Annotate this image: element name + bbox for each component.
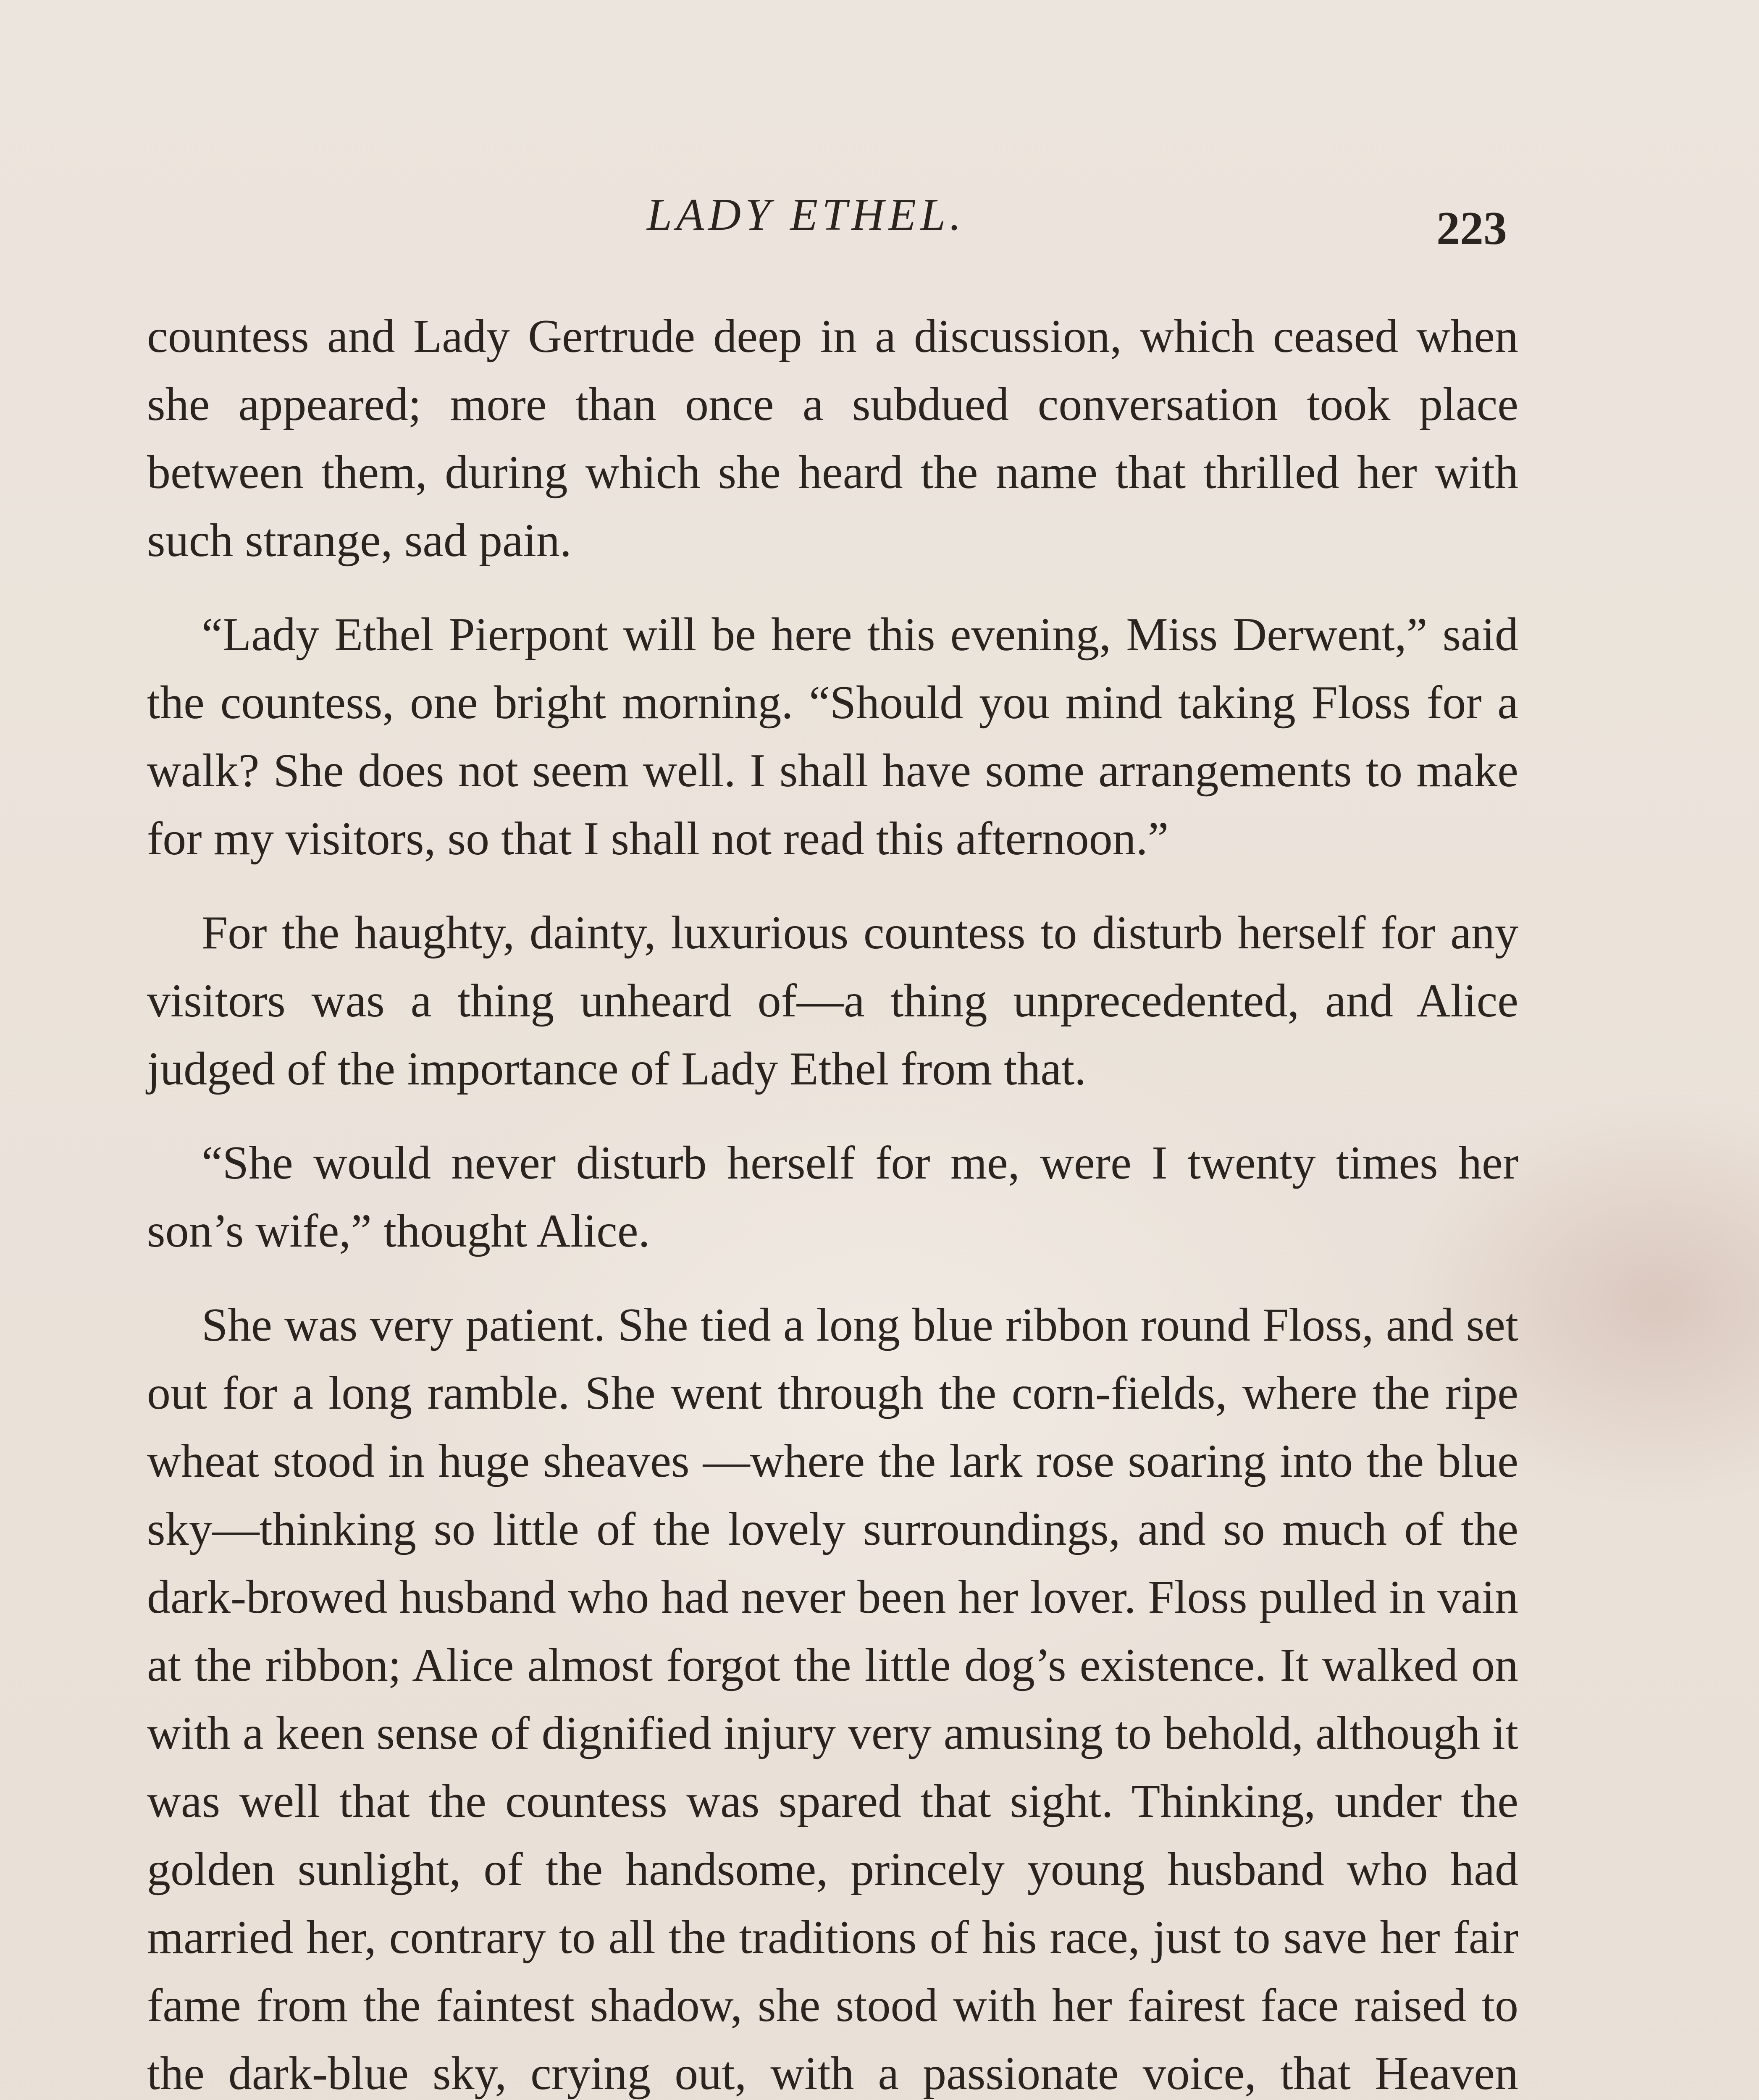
paragraph-4: “She would never disturb herself for me, were I twenty times her son’s wife,” thought Alice. [147,1137,1518,1257]
paragraph-3: For the haughty, dainty, luxurious countess to disturb herself for any visitors was a thing unheard of—a thing unprecedented, and Alice judged of the importance of Lady Ethel from that. [147,907,1518,1095]
running-head: LADY ETHEL. [647,190,966,240]
paragraph-2: “Lady Ethel Pierpont will be here this evening, Miss Derwent,” said the countess, one bright morning. “Should you mind taking Floss for a walk? She does not seem well. I shall have some arrangements to make for my visitors, so that I shall not read this afternoon.” [147,609,1518,865]
page-number: 223 [1436,202,1507,255]
paragraph-1: countess and Lady Gertrude deep in a discussion, which ceased when she appeared; more than once a subdued conversation took place between them, during which she heard the name that thrilled her with such strange, sad pain. [147,310,1518,567]
body-text [147,302,1518,2100]
paragraph-5: She was very patient. She tied a long blue ribbon round Floss, and set out for a long ramble. She went through the corn-fields, where the ripe wheat stood in huge sheaves —where the lark rose soaring into the blue sky—thinking so little of the lovely surroundings, and so much of the dark-browed husband who had never been her lover. Floss pulled in vain at the ribbon; Alice almost forgot the little dog’s existence. It walked on with a keen sense of dignified injury very amusing to behold, although it was well that the countess was spared that sight. Thinking, under the golden sunlight, of the handsome, princely young husband who had married her, contrary to all the traditions of his race, just to save her fair fame from the faintest shadow, she stood with her fairest face raised to the dark-blue sky, crying out, with a passionate voice, that Heaven [147,1299,1518,2100]
